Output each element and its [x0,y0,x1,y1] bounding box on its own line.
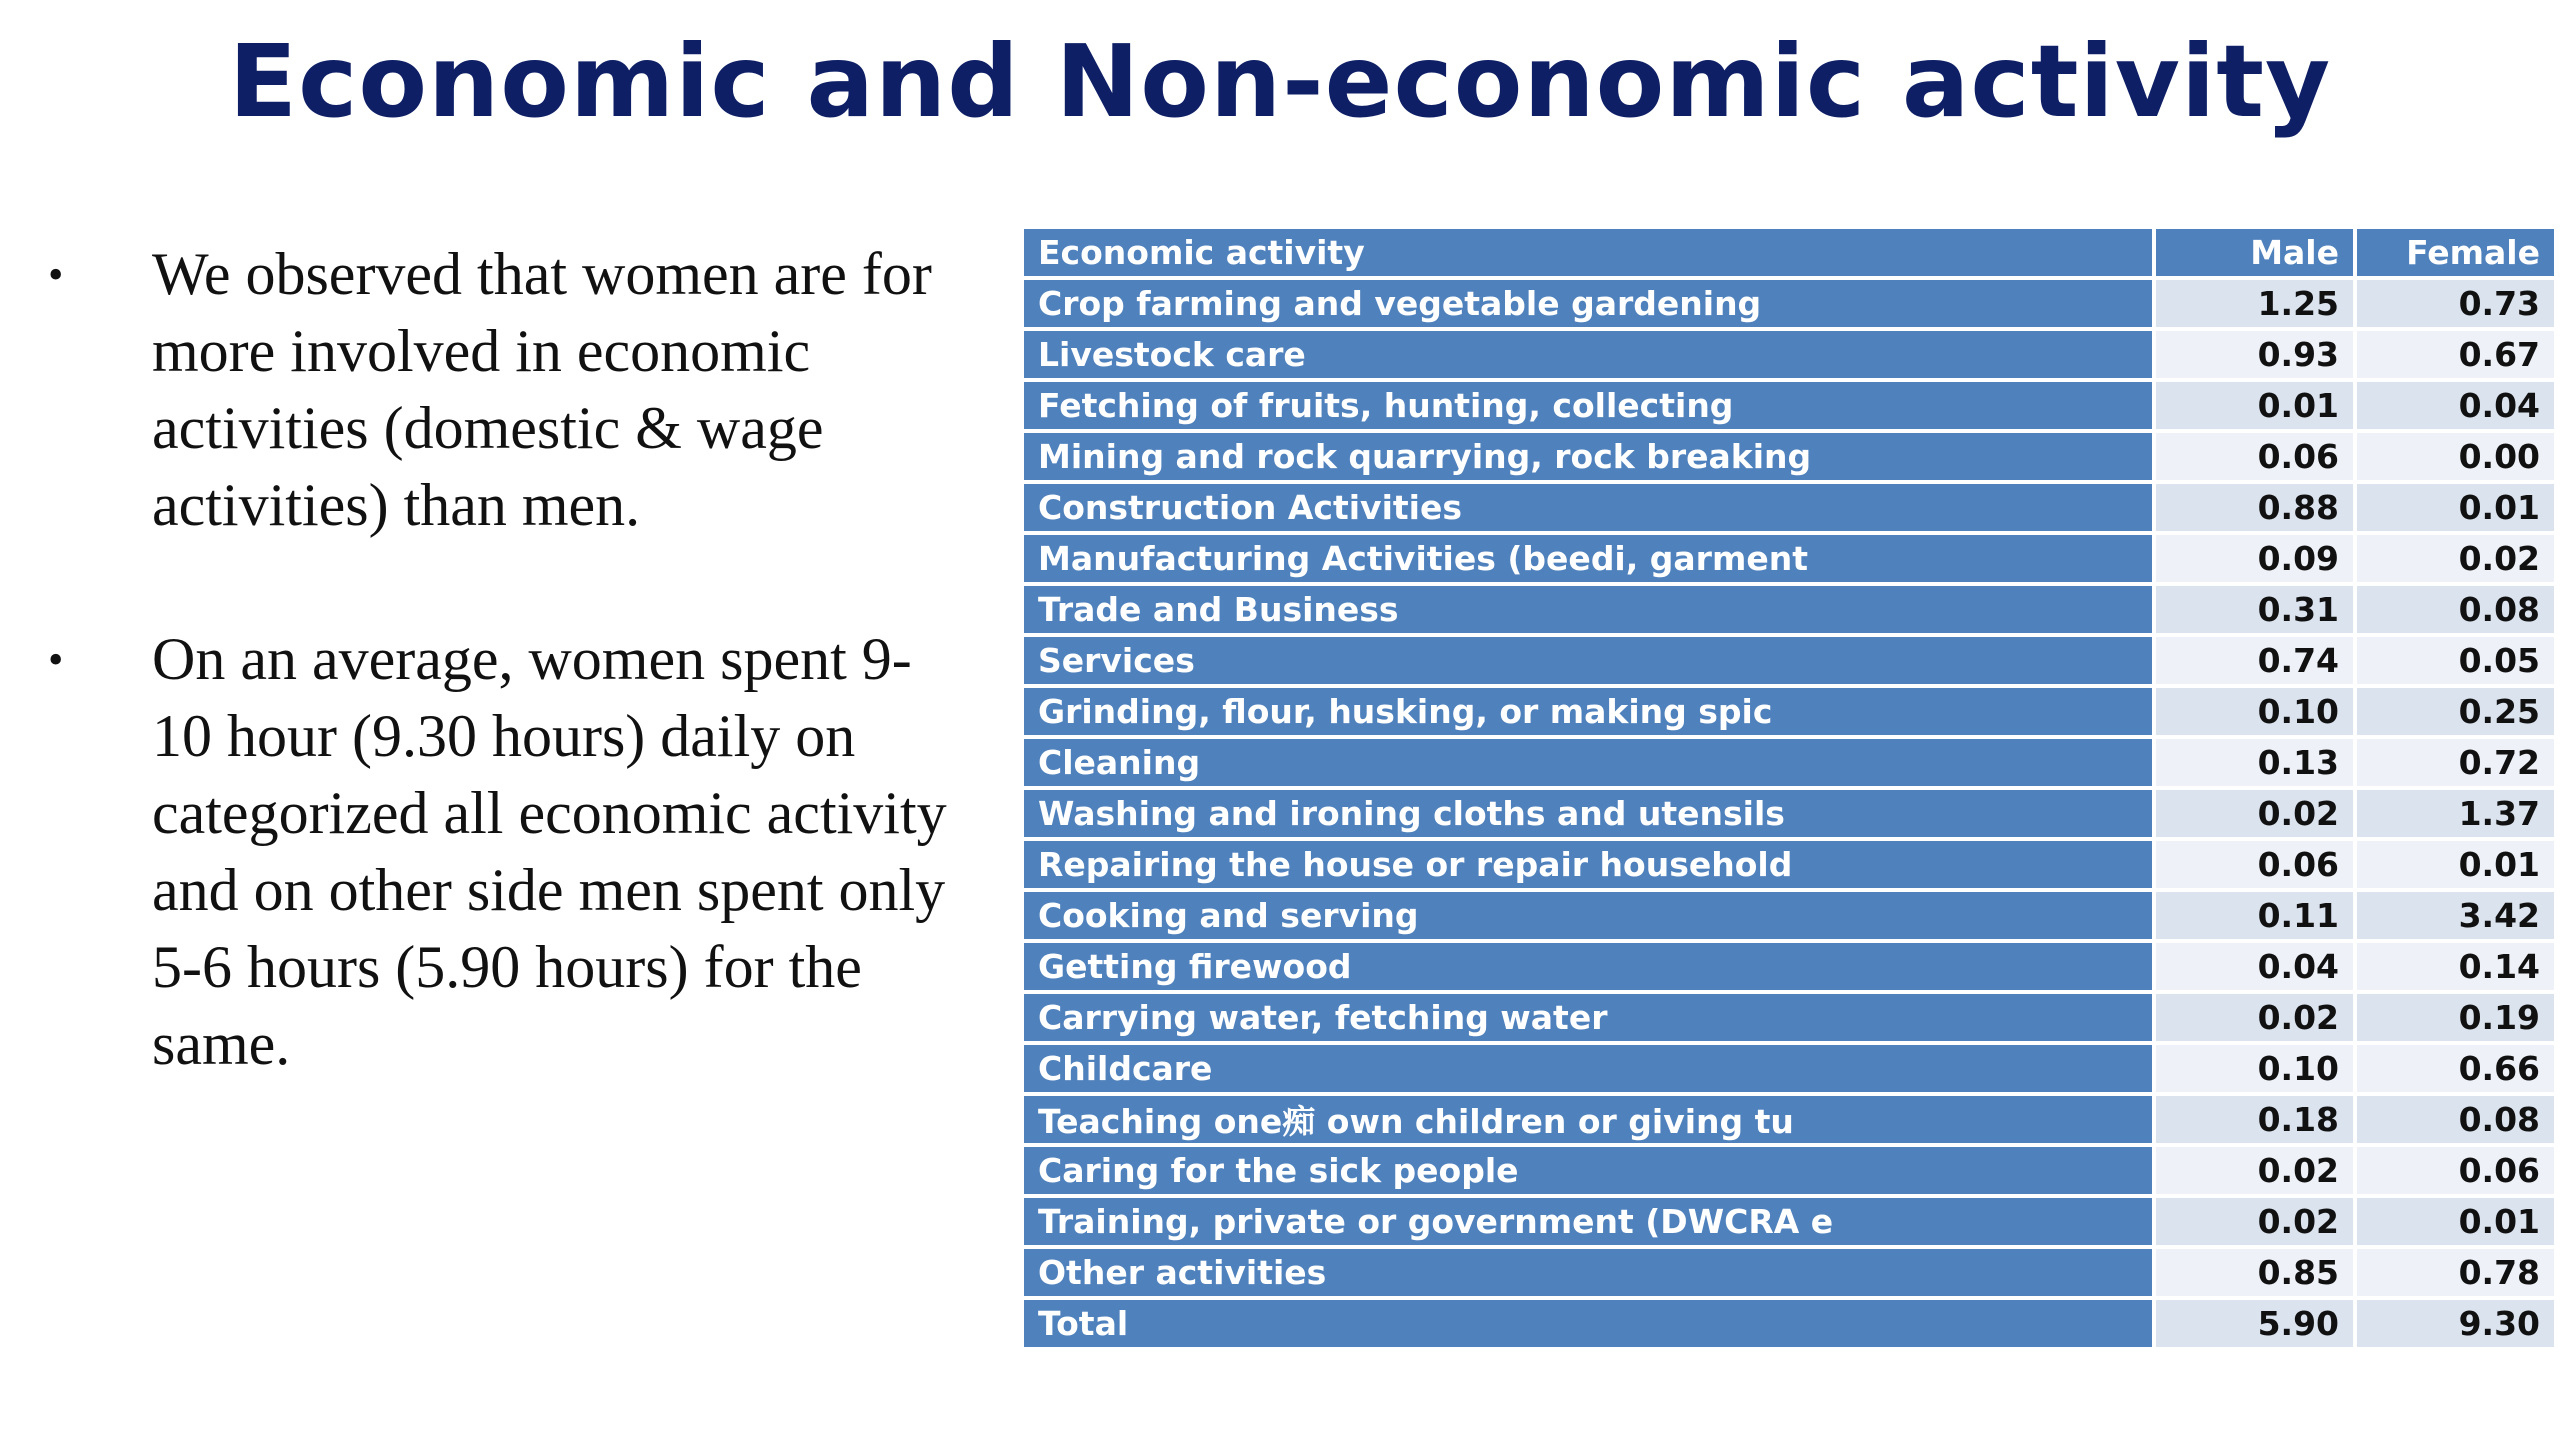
male-value-cell: 1.25 [2156,280,2353,331]
activity-name-cell: Cooking and serving [1024,892,2152,943]
activity-name-cell: Getting firewood [1024,943,2152,994]
table-row [1024,892,2554,943]
activity-name-cell: Carrying water, fetching water [1024,994,2152,1045]
male-value-cell: 0.31 [2156,586,2353,637]
male-value-cell: 0.85 [2156,1249,2353,1300]
female-value-cell: 3.42 [2357,892,2554,943]
activity-name-cell: Grinding, flour, husking, or making spic [1024,688,2152,739]
activity-table [1020,229,2558,1351]
activity-name-cell: Childcare [1024,1045,2152,1096]
table-row [1024,841,2554,892]
activity-table-container [1024,229,2558,1351]
female-value-cell: 0.08 [2357,586,2554,637]
activity-name-cell: Cleaning [1024,739,2152,790]
activity-name-cell: Repairing the house or repair household [1024,841,2152,892]
table-row [1024,790,2554,841]
table-row [1024,637,2554,688]
female-value-cell: 1.37 [2357,790,2554,841]
activity-name-cell: Manufacturing Activities (beedi, garment [1024,535,2152,586]
table-body [1024,280,2554,1351]
activity-name-cell: Washing and ironing cloths and utensils [1024,790,2152,841]
activity-name-cell: Caring for the sick people [1024,1147,2152,1198]
female-value-cell: 0.72 [2357,739,2554,790]
male-value-cell: 0.01 [2156,382,2353,433]
header-female: Female [2357,229,2554,280]
female-value-cell: 0.01 [2357,841,2554,892]
female-value-cell: 0.66 [2357,1045,2554,1096]
female-value-cell: 0.78 [2357,1249,2554,1300]
female-value-cell: 0.06 [2357,1147,2554,1198]
bullet-text: We observed that women are for more involved in economic activities (domestic & wage activities) than men. [152,241,932,538]
bullet-text: On an average, women spent 9-10 hour (9.30 hours) daily on categorized all economic activity and on other side men spent only 5-6 hours (5.90 hours) for the same. [152,626,947,1077]
male-value-cell: 0.13 [2156,739,2353,790]
female-value-cell: 0.25 [2357,688,2554,739]
table-row [1024,382,2554,433]
header-male: Male [2156,229,2353,280]
female-value-cell: 0.02 [2357,535,2554,586]
activity-name-cell: Construction Activities [1024,484,2152,535]
activity-name-cell: Total [1024,1300,2152,1351]
activity-name-cell: Trade and Business [1024,586,2152,637]
table-row [1024,280,2554,331]
female-value-cell: 9.30 [2357,1300,2554,1351]
female-value-cell: 0.00 [2357,433,2554,484]
female-value-cell: 0.04 [2357,382,2554,433]
male-value-cell: 0.02 [2156,1198,2353,1249]
table-row [1024,943,2554,994]
table-total-row [1024,1300,2554,1351]
table-row [1024,535,2554,586]
table-row [1024,1147,2554,1198]
activity-name-cell: Training, private or government (DWCRA e [1024,1198,2152,1249]
activity-name-cell: Mining and rock quarrying, rock breaking [1024,433,2152,484]
male-value-cell: 0.02 [2156,1147,2353,1198]
male-value-cell: 5.90 [2156,1300,2353,1351]
table-row [1024,1198,2554,1249]
male-value-cell: 0.11 [2156,892,2353,943]
activity-name-cell: Other activities [1024,1249,2152,1300]
table-row [1024,331,2554,382]
male-value-cell: 0.93 [2156,331,2353,382]
male-value-cell: 0.09 [2156,535,2353,586]
female-value-cell: 0.73 [2357,280,2554,331]
table-row [1024,1249,2554,1300]
female-value-cell: 0.67 [2357,331,2554,382]
female-value-cell: 0.14 [2357,943,2554,994]
activity-name-cell: Fetching of fruits, hunting, collecting [1024,382,2152,433]
header-economic-activity: Economic activity [1024,229,2152,280]
male-value-cell: 0.02 [2156,790,2353,841]
activity-name-cell: Livestock care [1024,331,2152,382]
table-row [1024,688,2554,739]
male-value-cell: 0.02 [2156,994,2353,1045]
table-row [1024,739,2554,790]
table-row [1024,586,2554,637]
activity-name-cell: Services [1024,637,2152,688]
table-row [1024,484,2554,535]
slide-title: Economic and Non-economic activity [228,23,2332,140]
bullet-list [40,236,960,1160]
male-value-cell: 0.06 [2156,841,2353,892]
female-value-cell: 0.05 [2357,637,2554,688]
table-row [1024,433,2554,484]
table-row [1024,994,2554,1045]
bullet-marker: • [48,635,64,684]
female-value-cell: 0.19 [2357,994,2554,1045]
female-value-cell: 0.08 [2357,1096,2554,1147]
table-header-row [1024,229,2554,280]
bullet-item [40,236,960,544]
male-value-cell: 0.10 [2156,688,2353,739]
male-value-cell: 0.18 [2156,1096,2353,1147]
female-value-cell: 0.01 [2357,484,2554,535]
male-value-cell: 0.04 [2156,943,2353,994]
female-value-cell: 0.01 [2357,1198,2554,1249]
activity-name-cell: Teaching one痴 own children or giving tu [1024,1096,2152,1147]
male-value-cell: 0.88 [2156,484,2353,535]
bullet-item [40,621,960,1083]
male-value-cell: 0.10 [2156,1045,2353,1096]
male-value-cell: 0.06 [2156,433,2353,484]
table-row [1024,1096,2554,1147]
bullet-marker: • [48,250,64,299]
activity-name-cell: Crop farming and vegetable gardening [1024,280,2152,331]
male-value-cell: 0.74 [2156,637,2353,688]
table-row [1024,1045,2554,1096]
